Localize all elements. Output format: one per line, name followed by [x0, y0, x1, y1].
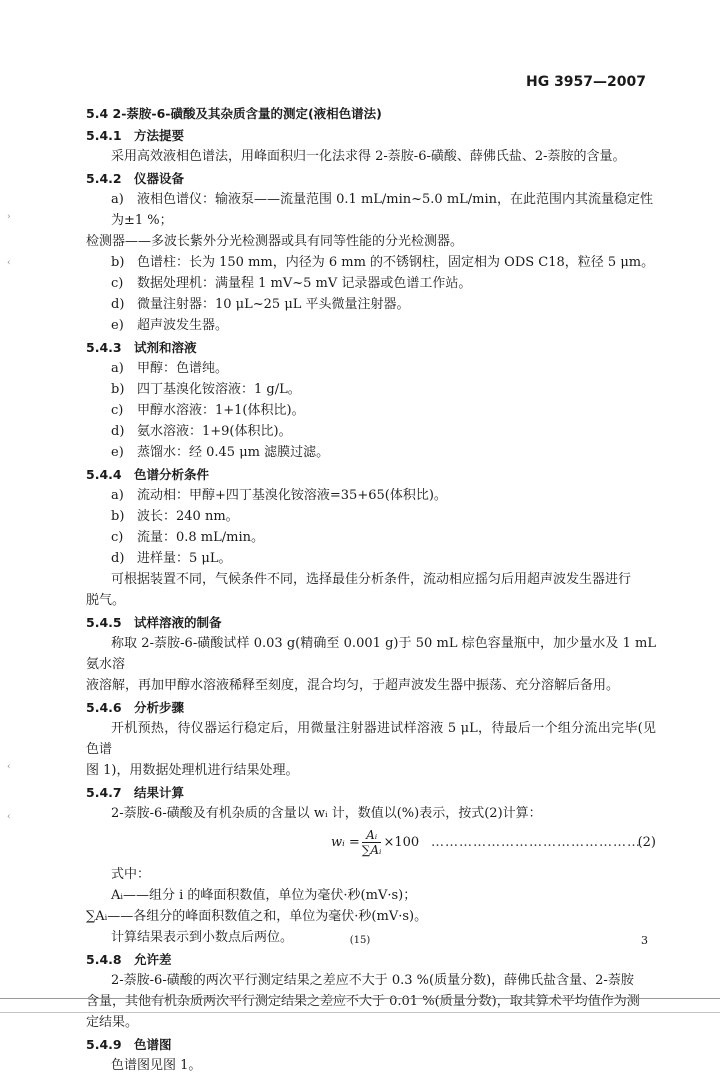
subsection-title: 色谱图: [134, 1037, 172, 1052]
formula-where-label: 式中：: [111, 867, 151, 882]
formula-expression: [331, 826, 419, 860]
formula-fraction: [362, 828, 382, 857]
subsection-number: 5.4.9: [86, 1037, 122, 1052]
scan-margin-mark: ‹: [7, 258, 11, 268]
paragraph: 2-萘胺-6-磺酸的两次平行测定结果之差应不大于 0.3 %(质量分数)，薛佛氏盐含量、2-萘胺: [111, 973, 634, 988]
subsection-heading: [86, 782, 656, 803]
subsection-number: 5.4.7: [86, 785, 122, 800]
paragraph: 可根据装置不同，气候条件不同，选择最佳分析条件，流动相应摇匀后用超声波发生器进行: [111, 572, 632, 587]
scan-margin-mark: ‹: [7, 762, 11, 772]
scan-margin-mark: ‹: [7, 812, 11, 822]
paragraph-continuation: 图 1)，用数据处理机进行结果处理。: [86, 763, 299, 778]
list-text: 甲醇：色谱纯。: [137, 361, 229, 376]
list-marker: c): [111, 276, 124, 291]
list-item: [86, 379, 656, 400]
list-marker: c): [111, 530, 124, 545]
list-text: 蒸馏水：经 0.45 μm 滤膜过滤。: [137, 445, 330, 460]
list-item: [86, 400, 656, 421]
list-marker: b): [111, 509, 125, 524]
paragraph: 称取 2-萘胺-6-磺酸试样 0.03 g(精确至 0.001 g)于 50 mL 棕色容量瓶中，加少量水及 1 mL 氨水溶: [86, 636, 656, 672]
list-marker: e): [111, 318, 124, 333]
subsection-number: 5.4.1: [86, 128, 122, 143]
list-item: [86, 442, 656, 463]
paragraph-continuation: 定结果。: [86, 1015, 139, 1030]
subsection-number: 5.4.4: [86, 467, 122, 482]
subsection-number: 5.4.3: [86, 340, 122, 355]
subsection-title: 试样溶液的制备: [134, 615, 222, 630]
page-number: 3: [641, 934, 648, 947]
list-item: [86, 294, 656, 315]
subsection-title: 色谱分析条件: [134, 467, 210, 482]
list-text: 微量注射器：10 μL~25 μL 平头微量注射器。: [137, 297, 410, 312]
paragraph: 采用高效液相色谱法，用峰面积归一化法求得 2-萘胺-6-磺酸、薛佛氏盐、2-萘胺的含量。: [111, 149, 626, 164]
list-text: 色谱柱：长为 150 mm，内径为 6 mm 的不锈钢柱，固定相为 ODS C18，粒径 5 μm。: [137, 255, 655, 270]
list-text: 流量：0.8 mL/min。: [137, 530, 265, 545]
list-item: [86, 358, 656, 379]
paragraph-continuation: 液溶解，再加甲醇水溶液稀释至刻度，混合均匀，于超声波发生器中振荡、充分溶解后备用。: [86, 678, 620, 693]
list-marker: a): [111, 192, 124, 207]
list-marker: d): [111, 551, 125, 566]
paragraph: 开机预热，待仪器运行稳定后，用微量注射器进试样溶液 5 μL，待最后一个组分流出完毕(见色谱: [86, 721, 656, 757]
list-item: [86, 252, 656, 273]
formula-denominator: ∑Aᵢ: [361, 843, 382, 857]
subsection-title: 方法提要: [134, 128, 185, 143]
standard-number: HG 3957—2007: [525, 74, 646, 90]
paragraph: 色谱图见图 1。: [111, 1058, 202, 1073]
subsection-number: 5.4.5: [86, 615, 122, 630]
list-item: [86, 315, 656, 336]
subsection-title: 结果计算: [134, 785, 185, 800]
paragraph-continuation: 含量，其他有机杂质两次平行测定结果之差应不大于 0.01 %(质量分数)，取其算术平均值作为测: [86, 994, 640, 1009]
scan-margin-mark: ›: [7, 212, 11, 222]
list-item: [86, 527, 656, 548]
list-item: [86, 189, 656, 231]
scan-edge-line: [0, 998, 720, 999]
subsection-number: 5.4.8: [86, 952, 122, 967]
subsection-heading: [86, 1034, 656, 1055]
list-text: 氨水溶液：1+9(体积比)。: [137, 424, 292, 439]
list-text: 四丁基溴化铵溶液：1 g/L。: [137, 382, 301, 397]
subsection-heading: [86, 612, 656, 633]
subsection-heading: [86, 168, 656, 189]
formula-number: (2): [637, 835, 656, 850]
list-text: 波长：240 nm。: [137, 509, 239, 524]
subsection-number: 5.4.2: [86, 171, 122, 186]
list-marker: e): [111, 445, 124, 460]
list-item: [86, 506, 656, 527]
variable-definition: Aᵢ——组分 i 的峰面积数值，单位为毫伏·秒(mV·s)；: [111, 888, 417, 903]
list-text: 进样量：5 μL。: [137, 551, 232, 566]
list-item: [86, 273, 656, 294]
formula-lhs: wᵢ =: [331, 835, 360, 850]
paragraph-continuation: 脱气。: [86, 593, 126, 608]
subsection-heading: [86, 949, 656, 970]
paragraph-continuation: 检测器——多波长紫外分光检测器或具有同等性能的分光检测器。: [86, 234, 464, 249]
list-text: 流动相：甲醇+四丁基溴化铵溶液=35+65(体积比)。: [137, 488, 447, 503]
list-text: 数据处理机：满量程 1 mV~5 mV 记录器或色谱工作站。: [137, 276, 472, 291]
list-text: 液相色谱仪：输液泵——流量范围 0.1 mL/min~5.0 mL/min，在此范围内其流量稳定性为±1 %；: [111, 192, 654, 228]
list-marker: d): [111, 424, 125, 439]
paragraph: 2-萘胺-6-磺酸及有机杂质的含量以 wᵢ 计，数值以(%)表示，按式(2)计算：: [111, 806, 542, 821]
formula-leader-dots: ………………………………………: [431, 835, 641, 850]
list-text: 超声波发生器。: [137, 318, 229, 333]
subsection-heading: [86, 337, 656, 358]
formula: [86, 826, 656, 860]
scan-edge-line: [0, 1012, 720, 1013]
formula-rhs: ×100: [383, 835, 420, 850]
subsection-title: 允许差: [134, 952, 172, 967]
section-heading: 5.4 2-萘胺-6-磺酸及其杂质含量的测定(液相色谱法): [86, 106, 382, 121]
subsection-heading: [86, 125, 656, 146]
subsection-title: 试剂和溶液: [134, 340, 197, 355]
subsection-title: 分析步骤: [134, 700, 185, 715]
list-item: [86, 548, 656, 569]
list-marker: d): [111, 297, 125, 312]
subsection-heading: [86, 697, 656, 718]
list-marker: a): [111, 361, 124, 376]
list-marker: c): [111, 403, 124, 418]
list-marker: b): [111, 382, 125, 397]
list-item: [86, 485, 656, 506]
subsection-title: 仪器设备: [134, 171, 185, 186]
variable-definition: ∑Aᵢ——各组分的峰面积数值之和，单位为毫伏·秒(mV·s)。: [86, 909, 428, 924]
formula-numerator: Aᵢ: [366, 828, 378, 842]
footer-page-code: (15): [349, 935, 371, 946]
list-marker: a): [111, 488, 124, 503]
list-item: [86, 421, 656, 442]
paragraph: 计算结果表示到小数点后两位。: [111, 930, 294, 945]
list-marker: b): [111, 255, 125, 270]
subsection-heading: [86, 464, 656, 485]
document-body: [86, 104, 656, 1076]
list-text: 甲醇水溶液：1+1(体积比)。: [137, 403, 305, 418]
subsection-number: 5.4.6: [86, 700, 122, 715]
